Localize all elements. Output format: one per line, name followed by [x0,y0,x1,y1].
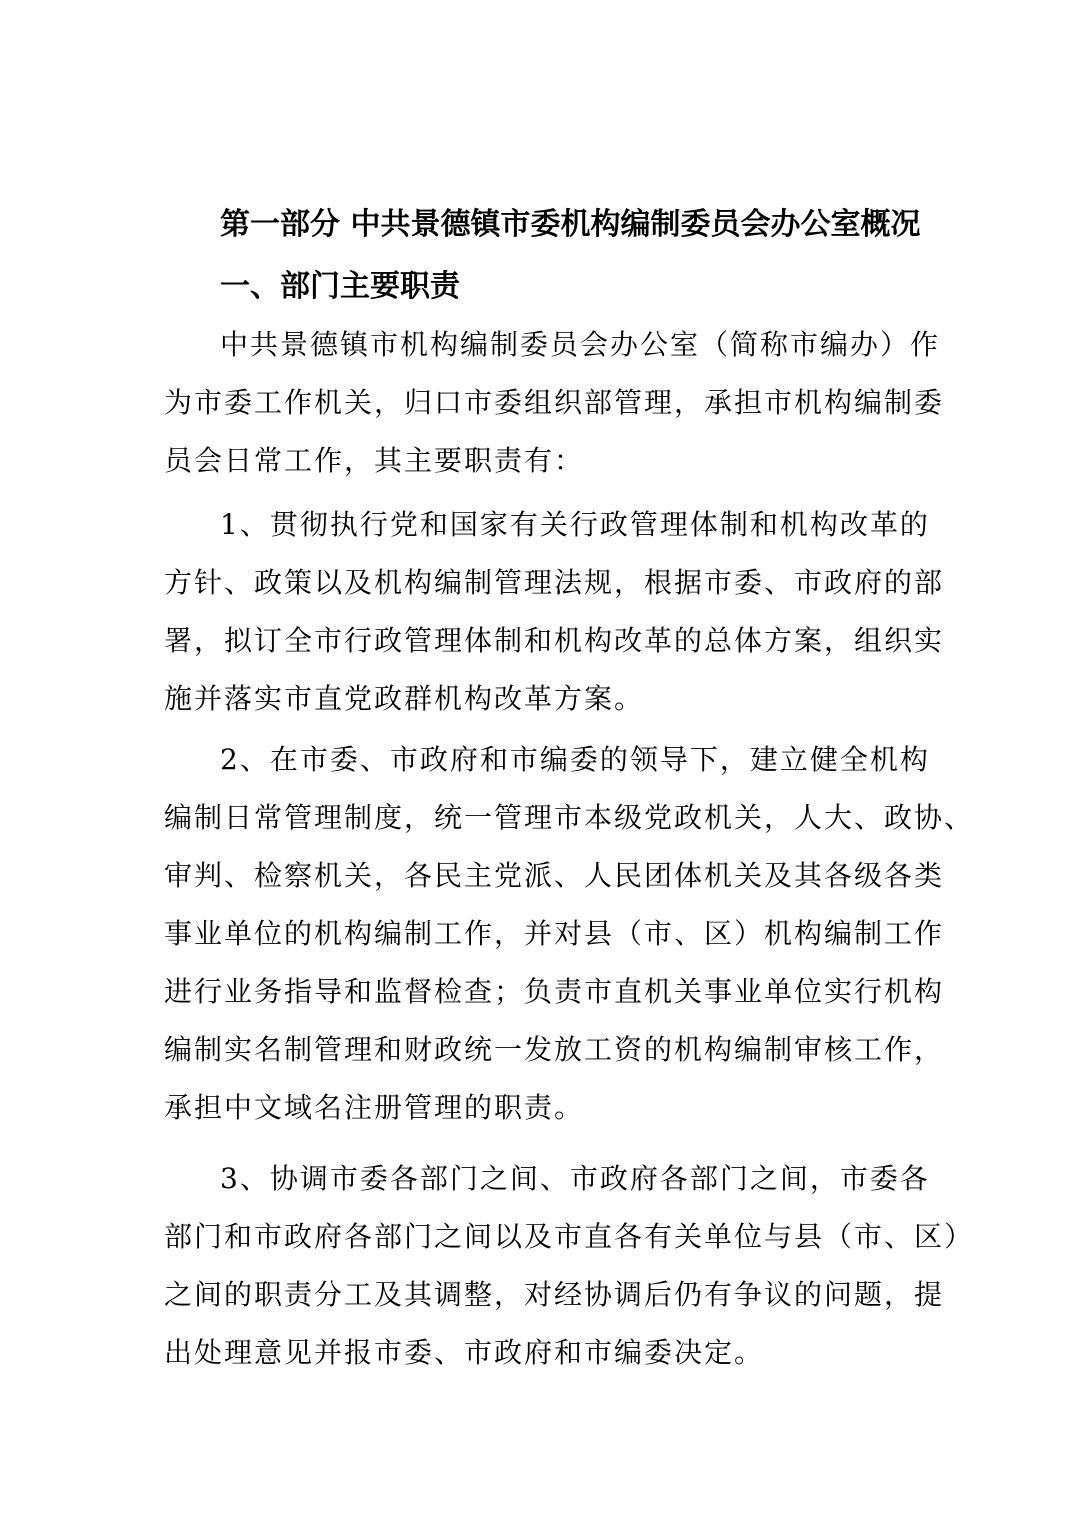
paragraph-line: 事业单位的机构编制工作，并对县（市、区）机构编制工作 [164,917,945,950]
paragraph-line: 编制实名制管理和财政统一发放工资的机构编制审核工作， [164,1033,945,1066]
paragraph-line: 3、协调市委各部门之间、市政府各部门之间，市委各 [220,1162,930,1195]
paragraph-line: 方针、政策以及机构编制管理法规，根据市委、市政府的部 [164,566,945,599]
paragraph-duty-3 [164,1150,975,1382]
paragraph-line: 中共景德镇市机构编制委员会办公室（简称市编办）作 [220,328,941,361]
paragraph-duty-2 [164,731,975,1137]
paragraph-line: 1、贯彻执行党和国家有关行政管理体制和机构改革的 [220,508,930,541]
paragraph-line: 2、在市委、市政府和市编委的领导下，建立健全机构 [220,743,930,776]
paragraph-line: 编制日常管理制度，统一管理市本级党政机关，人大、政协、 [164,801,975,834]
paragraph-line: 员会日常工作，其主要职责有： [164,444,585,477]
document-title: 第一部分 中共景德镇市委机构编制委员会办公室概况 [220,207,921,242]
paragraph-line: 之间的职责分工及其调整，对经协调后仍有争议的问题，提 [164,1278,945,1311]
section-heading: 一、部门主要职责 [220,269,460,304]
paragraph-line: 部门和市政府各部门之间以及市直各有关单位与县（市、区） [164,1220,975,1253]
paragraph-intro [164,316,945,490]
paragraph-duty-1 [164,496,945,728]
paragraph-line: 进行业务指导和监督检查；负责市直机关事业单位实行机构 [164,975,945,1008]
paragraph-line: 施并落实市直党政群机构改革方案。 [164,682,645,715]
paragraph-line: 署，拟订全市行政管理体制和机构改革的总体方案，组织实 [164,624,945,657]
paragraph-line: 出处理意见并报市委、市政府和市编委决定。 [164,1336,765,1369]
paragraph-line: 审判、检察机关，各民主党派、人民团体机关及其各级各类 [164,859,945,892]
paragraph-line: 为市委工作机关，归口市委组织部管理，承担市机构编制委 [164,386,945,419]
paragraph-line: 承担中文域名注册管理的职责。 [164,1091,585,1124]
